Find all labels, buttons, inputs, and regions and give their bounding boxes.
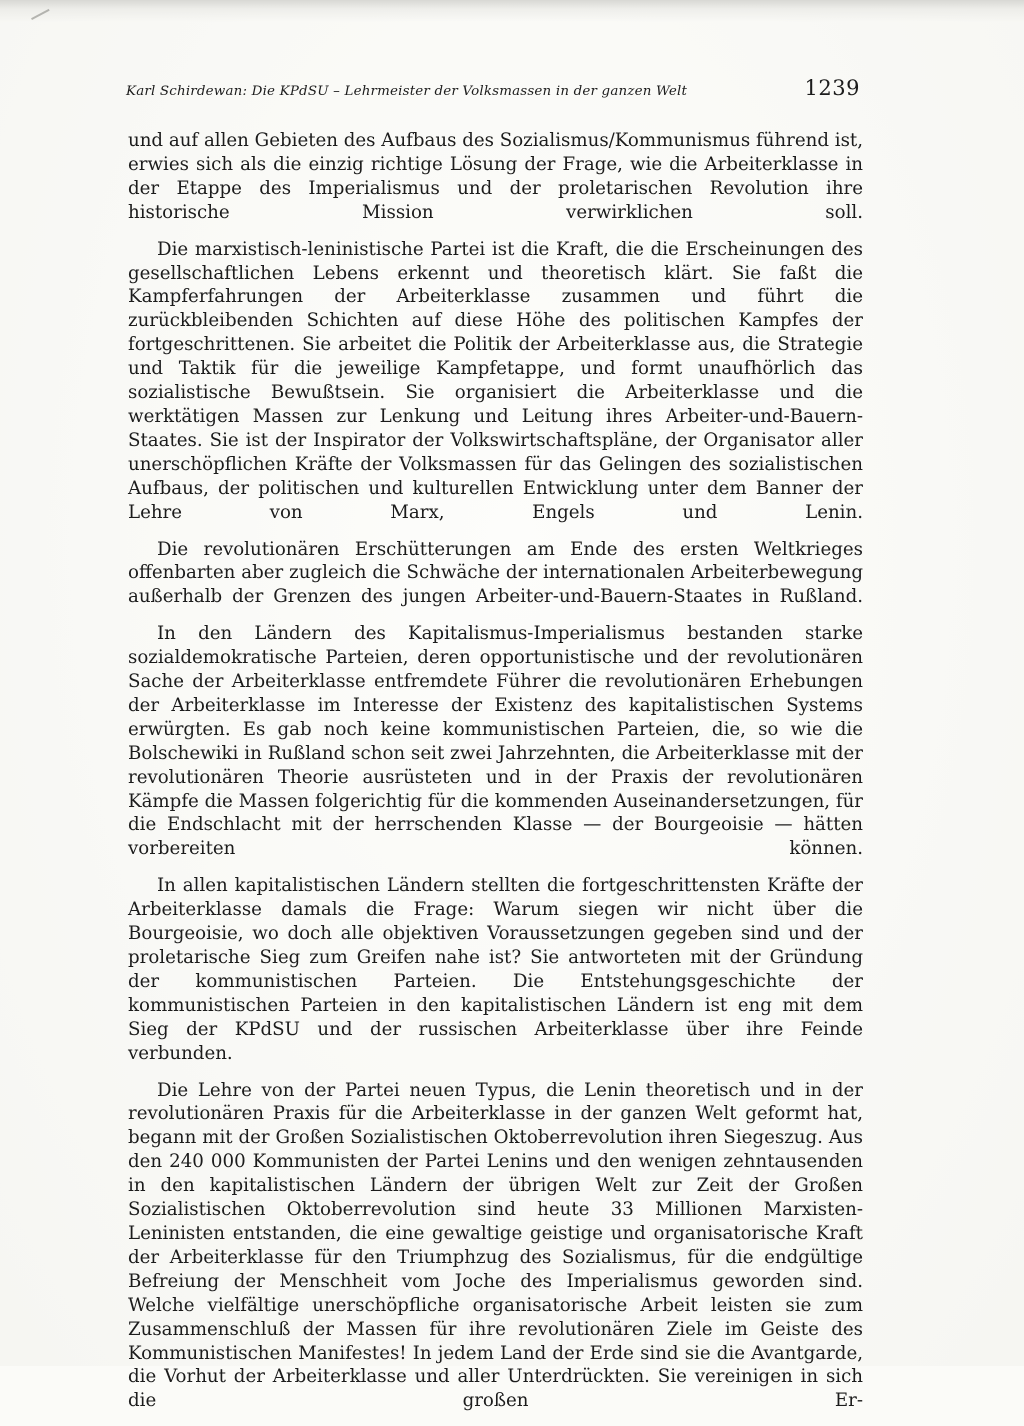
paragraph-revolutionary-upheavals: Die revolutionären Erschütterungen am Ende des ersten Weltkrieges offenbarten aber zugleich die Schwäche der internationalen Arbeiterbewegung außerhalb der Grenzen des jungen Arbeiter-und-Bauern-Staates in Rußland. (128, 538, 863, 608)
scan-top-edge (0, 0, 1024, 22)
paragraph-party-role: Die marxistisch-leninistische Partei ist die Kraft, die die Erscheinungen des gesellschaftlichen Lebens erkennt und theoretisch klärt. Sie faßt die Kampferfahrungen der Arbeiterklasse zusammen und führt die zurückbleibenden Schichten auf diese Höhe des politischen Kampfes der fortgeschrittenen. Sie arbeitet die Politik der Arbeiterklasse aus, die Strategie und Taktik für die jeweilige Kampfetappe, und formt unaufhörlich das sozialistische Bewußtsein. Sie organisiert die Arbeiterklasse und die werktätigen Massen zur Lenkung und Leitung ihres Arbeiter-und-Bauern-Staates. Sie ist der Inspirator der Volkswirtschaftspläne, der Organisator aller unerschöpflichen Kräfte der Volksmassen für das Gelingen des sozialistischen Aufbaus, der politischen und kulturellen Entwicklung unter dem Banner der Lehre von Marx, Engels und Lenin. (128, 238, 863, 523)
running-head: Karl Schirdewan: Die KPdSU – Lehrmeister der Volksmassen in der ganzen Welt (126, 84, 688, 99)
body-text (128, 129, 863, 1426)
paragraph-social-democratic-parties: In den Ländern des Kapitalismus-Imperialismus bestanden starke sozialdemokratische Parteien, deren opportunistische und der revolutionären Sache der Arbeiterklasse entfremdete Führer die revolutionären Erhebungen der Arbeiterklasse im Interesse der Existenz des kapitalistischen Systems erwürgten. Es gab noch keine kommunistischen Parteien, die, so wie die Bolschewiki in Rußland schon seit zwei Jahrzehnten, die Arbeiterklasse mit der revolutionären Theorie ausrüsteten und in der Praxis der revolutionären Kämpfe die Massen folgerichtig für die kommenden Auseinandersetzungen, für die Endschlacht mit der herrschenden Klasse — der Bourgeoisie — hätten vorbereiten können. (128, 623, 863, 860)
page-header (126, 76, 866, 106)
paragraph-communist-parties-founding: In allen kapitalistischen Ländern stellten die fortgeschrittensten Kräfte der Arbeiterklasse damals die Frage: Warum siegen wir nicht über die Bourgeoisie, wo doch alle objektiven Voraussetzungen gegeben sind und der proletarische Sieg zum Greifen nahe ist? Sie antworteten mit der Gründung der kommunistischen Parteien. Die Entstehungsgeschichte der kommunistischen Parteien in den kapitalistischen Ländern ist eng mit dem Sieg der KPdSU und der russischen Arbeiterklasse über ihre Feinde verbunden. (128, 875, 863, 1064)
page-number: 1239 (804, 76, 860, 100)
paragraph-continuation: und auf allen Gebieten des Aufbaus des Sozialismus/Kommunismus führend ist, erwies sich als die einzig richtige Lösung der Frage, wie die Arbeiterklasse in der Etappe des Imperialismus und der proletarischen Revolution ihre historische Mission verwirklichen soll. (128, 130, 863, 223)
paragraph-party-of-new-type: Die Lehre von der Partei neuen Typus, die Lenin theoretisch und in der revolutionären Praxis für die Arbeiterklasse in der ganzen Welt geformt hat, begann mit der Großen Sozialistischen Oktoberrevolution ihren Siegeszug. Aus den 240 000 Kommunisten der Partei Lenins und den wenigen zehntausenden in den kapitalistischen Ländern der übrigen Welt zur Zeit der Großen Sozialistischen Oktoberrevolution sind heute 33 Millionen Marxisten-Leninisten entstanden, die eine gewaltige geistige und organisatorische Kraft der Arbeiterklasse für den Triumphzug des Sozialismus, für die endgültige Befreiung der Menschheit vom Joche des Imperialismus geworden sind. Welche vielfältige unerschöpfliche organisatorische Arbeit leisten sie zum Zusammenschluß der Massen für ihre revolutionären Ziele im Geiste des Kommunistischen Manifestes! In jedem Land der Erde sind sie die Avantgarde, die Vorhut der Arbeiterklasse und aller Unterdrückten. Sie vereinigen in sich die großen Er- (128, 1079, 863, 1412)
